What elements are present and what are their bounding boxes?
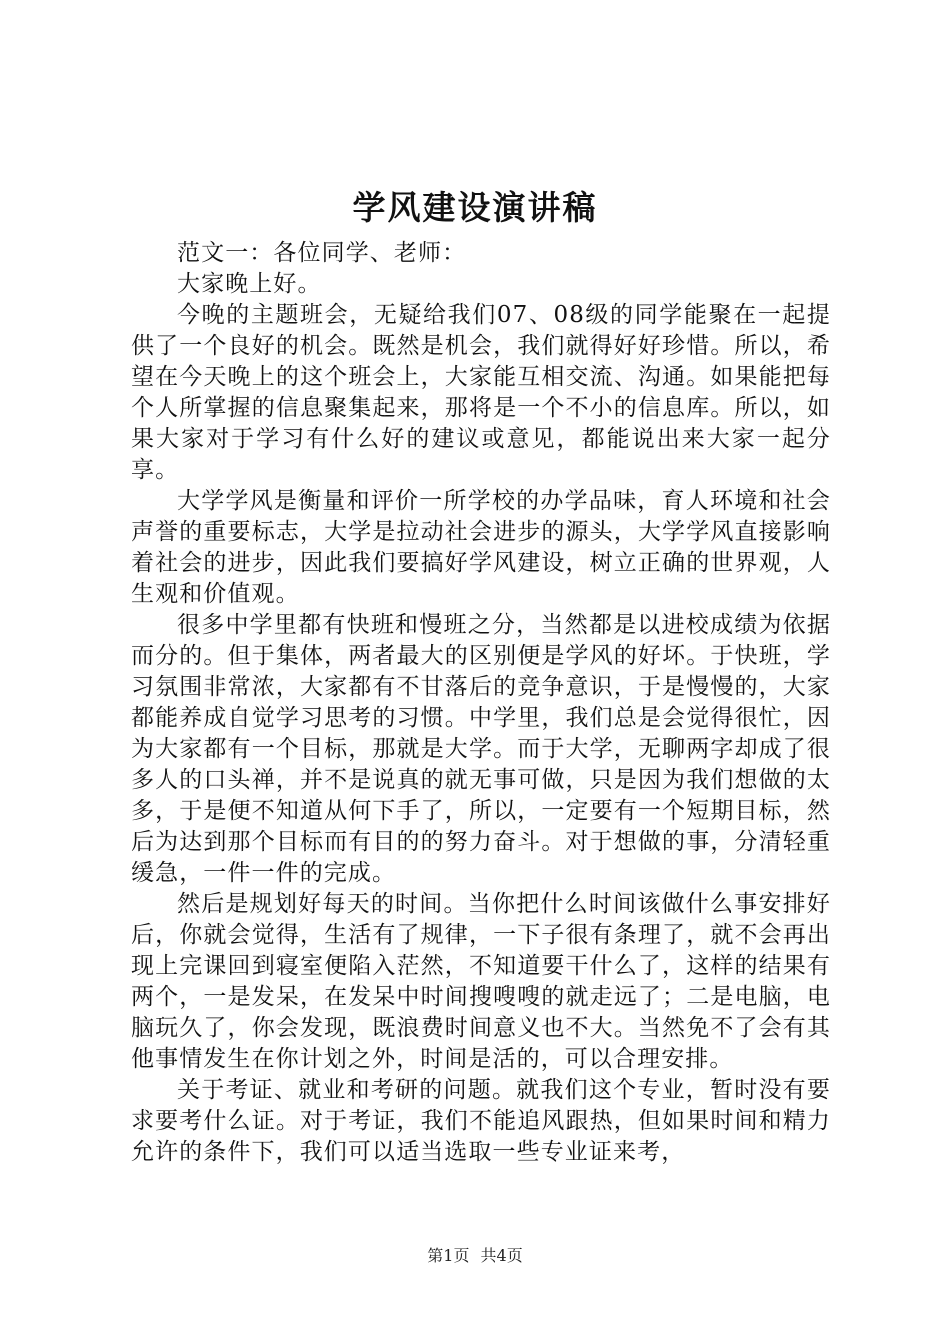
body-paragraph: 关于考证、就业和考研的问题。就我们这个专业，暂时没有要求要考什么证。对于考证，我们不能追风跟热，但如果时间和精力允许的条件下，我们可以适当选取一些专业证来考， bbox=[131, 1077, 831, 1165]
body-paragraph: 很多中学里都有快班和慢班之分，当然都是以进校成绩为依据而分的。但于集体，两者最大的区别便是学风的好坏。于快班，学习氛围非常浓，大家都有不甘落后的竞争意识，于是慢慢的，大家都能养成自觉学习思考的习惯。中学里，我们总是会觉得很忙，因为大家都有一个目标，那就是大学。而于大学，无聊两字却成了很多人的口头禅，并不是说真的就无事可做，只是因为我们想做的太多，于是便不知道从何下手了，所以，一定要有一个短期目标，然后为达到那个目标而有目的的努力奋斗。对于想做的事，分清轻重缓急，一件一件的完成。 bbox=[131, 612, 831, 886]
body-paragraph: 今晚的主题班会，无疑给我们07、08级的同学能聚在一起提供了一个良好的机会。既然是机会，我们就得好好珍惜。所以，希望在今天晚上的这个班会上，大家能互相交流、沟通。如果能把每个人所掌握的信息聚集起来，那将是一个不小的信息库。所以，如果大家对于学习有什么好的建议或意见，都能说出来大家一起分享。 bbox=[131, 302, 831, 483]
body-paragraph: 大学学风是衡量和评价一所学校的办学品味，育人环境和社会声誉的重要标志，大学是拉动社会进步的源头，大学学风直接影响着社会的进步，因此我们要搞好学风建设，树立正确的世界观，人生观和价值观。 bbox=[131, 488, 831, 607]
greeting-paragraph: 大家晚上好。 bbox=[177, 271, 322, 297]
salutation-paragraph: 范文一：各位同学、老师： bbox=[177, 240, 467, 266]
body-paragraph: 然后是规划好每天的时间。当你把什么时间该做什么事安排好后，你就会觉得，生活有了规律，一下子很有条理了，就不会再出现上完课回到寝室便陷入茫然，不知道要干什么了，这样的结果有两个，一是发呆，在发呆中时间搜嗖嗖的就走远了；二是电脑，电脑玩久了，你会发现，既浪费时间意义也不大。当然免不了会有其他事情发生在你计划之外，时间是活的，可以合理安排。 bbox=[131, 891, 831, 1072]
page-footer bbox=[0, 1245, 950, 1267]
page-number: 第1页 bbox=[427, 1246, 470, 1265]
document-title: 学风建设演讲稿 bbox=[352, 188, 598, 227]
document-body bbox=[131, 238, 831, 1168]
page-total: 共4页 bbox=[480, 1246, 523, 1265]
